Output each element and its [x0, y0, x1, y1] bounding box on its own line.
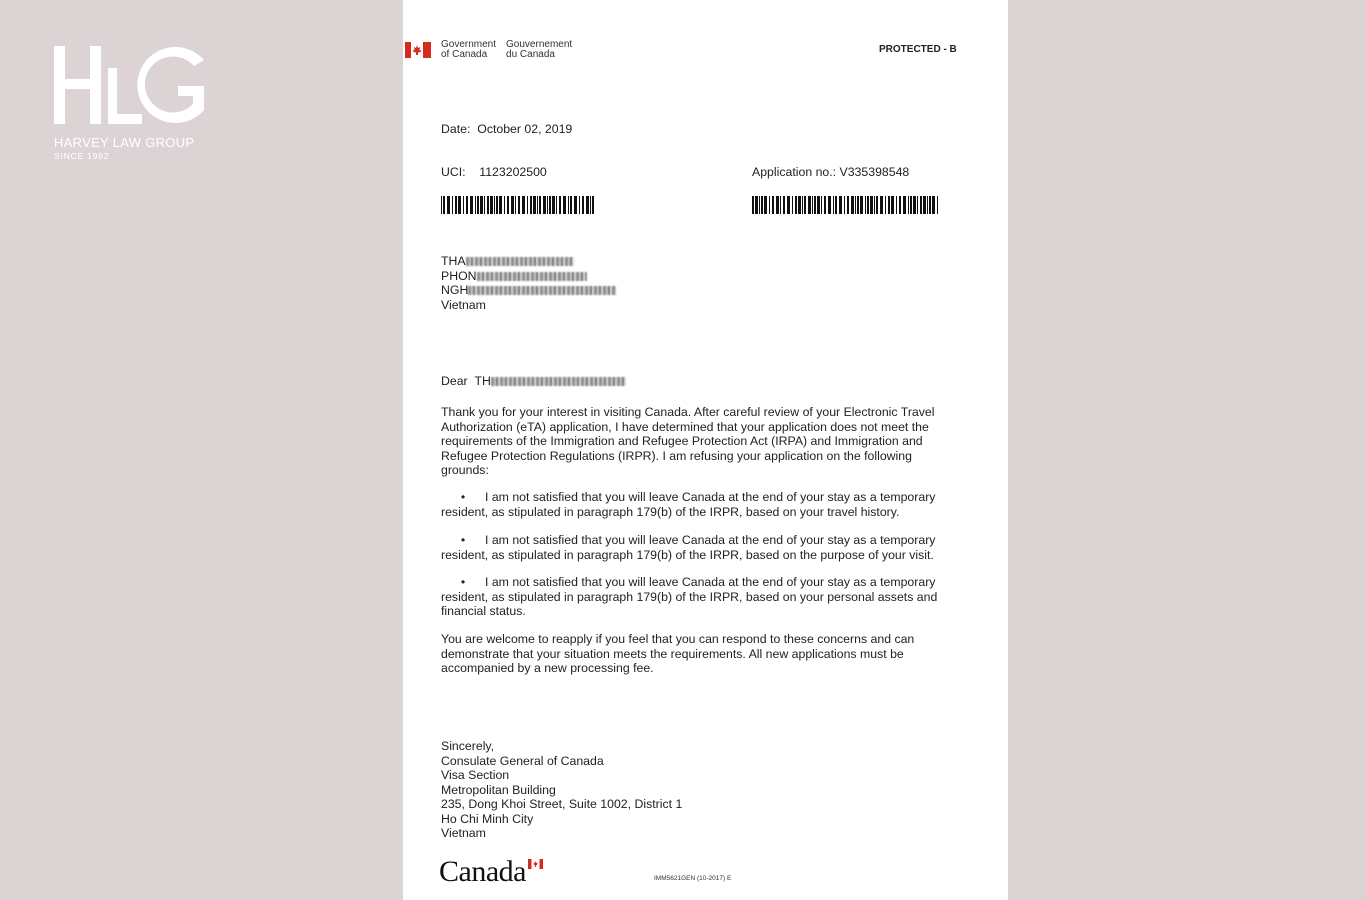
uci-label: UCI:: [441, 165, 466, 179]
gov-en-line2: of Canada: [441, 49, 488, 60]
redacted-text: [468, 286, 616, 295]
refusal-letter: [403, 0, 1008, 900]
barcode-bar: [792, 196, 793, 214]
barcode-bar: [880, 196, 883, 214]
application-number: [752, 165, 909, 180]
barcode-bar: [821, 196, 822, 214]
barcode-bar: [759, 196, 760, 214]
barcode-bar: [844, 196, 845, 214]
application-value: V335398548: [839, 165, 910, 179]
barcode-bar: [480, 196, 483, 214]
country: Vietnam: [441, 826, 486, 840]
barcode-bar: [466, 196, 468, 214]
barcode-bar: [590, 196, 591, 214]
barcode-bar: [543, 196, 546, 214]
barcode-bar: [458, 196, 461, 214]
building: Metropolitan Building: [441, 782, 556, 797]
canada-wordmark-text: Canada: [439, 855, 526, 888]
canada-flag-icon: [405, 40, 431, 58]
address-line1: THA: [441, 254, 616, 269]
barcode-bar: [477, 196, 479, 214]
barcode-bar: [795, 196, 797, 214]
barcode-bar: [443, 196, 445, 214]
office: Consulate General of Canada: [441, 753, 604, 768]
barcode-bar: [857, 196, 859, 214]
hlg-name: HARVEY LAW GROUP: [54, 135, 195, 150]
address-line3: NGH: [441, 283, 616, 298]
street: 235, Dong Khoi Street, Suite 1002, District 1: [441, 797, 683, 811]
gov-fr: [506, 40, 572, 60]
hlg-monogram-icon: [54, 46, 206, 124]
barcode-bar: [833, 196, 834, 214]
uci-barcode: [441, 196, 595, 214]
barcode-bar: [574, 196, 577, 214]
barcode-bar: [865, 196, 866, 214]
application-barcode: [752, 196, 940, 214]
barcode-bar: [490, 196, 493, 214]
barcode-bar: [776, 196, 779, 214]
gov-en-line1: Government: [441, 39, 497, 50]
barcode-bar: [783, 196, 785, 214]
barcode-bar: [888, 196, 890, 214]
application-label: Application no.:: [752, 165, 837, 179]
hlg-logo: [54, 46, 214, 161]
barcode-bar: [839, 196, 842, 214]
barcode-bar: [568, 196, 569, 214]
barcode-bar: [847, 196, 849, 214]
bullet: •: [460, 575, 466, 589]
barcode-bar: [917, 196, 918, 214]
barcode-bar: [772, 196, 774, 214]
uci: [441, 165, 547, 180]
security-classification: PROTECTED - B: [879, 44, 957, 55]
barcode-bar: [752, 196, 754, 214]
barcode-bar: [824, 196, 826, 214]
barcode-bar: [913, 196, 916, 214]
address-line2: PHON: [441, 269, 616, 284]
barcode-bar: [769, 196, 770, 214]
barcode-bar: [552, 196, 555, 214]
barcode-bar: [499, 196, 502, 214]
barcode-bar: [556, 196, 557, 214]
barcode-bar: [755, 196, 758, 214]
barcode-bar: [527, 196, 528, 214]
barcode-bar: [496, 196, 498, 214]
hlg-since: SINCE 1992: [54, 151, 110, 161]
barcode-bar: [808, 196, 811, 214]
barcode-bar: [455, 196, 457, 214]
barcode-bar: [487, 196, 489, 214]
barcode-bar: [804, 196, 806, 214]
barcode-bar: [835, 196, 837, 214]
barcode-bar: [582, 196, 584, 214]
government-of-canada-signature: [405, 40, 572, 60]
bullet: •: [460, 533, 466, 547]
barcode-bar: [586, 196, 589, 214]
barcode-bar: [504, 196, 505, 214]
signature-block: [441, 739, 682, 841]
barcode-bar: [530, 196, 532, 214]
closing-paragraph: You are welcome to reapply if you feel that you can respond to these concerns and can demonstrate that your situation meets the requirements. All new applications must be accompanied by a new processing fee.: [441, 632, 915, 675]
barcode-bar: [447, 196, 450, 214]
recipient-address: [441, 254, 616, 312]
barcode-bar: [507, 196, 509, 214]
barcode-bar: [927, 196, 928, 214]
barcode-bar: [802, 196, 803, 214]
barcode-bar: [896, 196, 897, 214]
barcode-bar: [937, 196, 938, 214]
barcode-bar: [851, 196, 854, 214]
gov-fr-line1: Gouvernement: [506, 39, 573, 50]
barcode-bar: [441, 196, 442, 214]
barcode-bar: [563, 196, 566, 214]
barcode-bar: [891, 196, 894, 214]
barcode-bar: [518, 196, 520, 214]
barcode-bar: [929, 196, 931, 214]
barcode-bar: [787, 196, 790, 214]
barcode-bar: [764, 196, 767, 214]
gov-en: [441, 40, 496, 60]
bullet: •: [460, 490, 466, 504]
barcode-bar: [570, 196, 572, 214]
uci-value: 1123202500: [479, 165, 547, 179]
barcode-bar: [780, 196, 781, 214]
salutation-word: Dear: [441, 374, 468, 388]
ground-3: • I am not satisfied that you will leave Canada at the end of your stay as a temporary resident, as stipulated in paragraph 179(b) of the IRPR, based on your personal assets and financial status.: [441, 575, 938, 618]
barcode-bar: [828, 196, 831, 214]
gov-fr-line2: du Canada: [506, 49, 555, 60]
city: Ho Chi Minh City: [441, 811, 534, 826]
barcode-bar: [522, 196, 525, 214]
barcode-bar: [470, 196, 473, 214]
barcode-bar: [870, 196, 873, 214]
letter-date: [441, 122, 572, 137]
form-code: IMM5621GEN (10-2017) E: [654, 875, 732, 882]
address-country: Vietnam: [441, 297, 486, 312]
date-label: Date:: [441, 122, 471, 136]
barcode-bar: [867, 196, 869, 214]
salutation: [441, 374, 626, 389]
barcode-bar: [463, 196, 464, 214]
signoff: Sincerely,: [441, 739, 495, 753]
barcode-bar: [876, 196, 878, 214]
date-value: October 02, 2019: [477, 122, 573, 136]
barcode-bar: [910, 196, 912, 214]
barcode-bar: [817, 196, 820, 214]
barcode-bar: [855, 196, 856, 214]
canada-wordmark: [439, 856, 526, 888]
barcode-bar: [494, 196, 495, 214]
barcode-bar: [814, 196, 816, 214]
barcode-bar: [812, 196, 813, 214]
barcode-bar: [547, 196, 548, 214]
barcode-bar: [860, 196, 863, 214]
barcode-bar: [484, 196, 485, 214]
redacted-text: [477, 272, 587, 281]
barcode-bar: [874, 196, 875, 214]
barcode-bar: [885, 196, 886, 214]
barcode-bar: [533, 196, 536, 214]
barcode-bar: [579, 196, 580, 214]
barcode-bar: [511, 196, 514, 214]
barcode-bar: [452, 196, 453, 214]
barcode-bar: [932, 196, 935, 214]
section: Visa Section: [441, 768, 510, 782]
barcode-bar: [592, 196, 594, 214]
barcode-bar: [539, 196, 541, 214]
ground-2: • I am not satisfied that you will leave Canada at the end of your stay as a temporary resident, as stipulated in paragraph 179(b) of the IRPR, based on the purpose of your visit.: [441, 533, 936, 562]
barcode-bar: [475, 196, 476, 214]
barcode-bar: [899, 196, 901, 214]
barcode-bar: [923, 196, 926, 214]
barcode-bar: [761, 196, 763, 214]
redacted-text: [466, 257, 574, 266]
intro-paragraph: Thank you for your interest in visiting Canada. After careful review of your Electronic Travel Authorization (eTA) application, I have determined that your application does not meet the requirements of the Immigration and Refugee Protection Act (IRPA) and Immigration and Refugee Protection Regulations (IRPR). I am refusing your application on the following grounds:: [441, 405, 935, 477]
barcode-bar: [920, 196, 922, 214]
barcode-bar: [903, 196, 906, 214]
barcode-bar: [537, 196, 538, 214]
redacted-text: [491, 377, 626, 386]
barcode-bar: [559, 196, 561, 214]
barcode-bar: [549, 196, 551, 214]
ground-1: • I am not satisfied that you will leave Canada at the end of your stay as a temporary resident, as stipulated in paragraph 179(b) of the IRPR, based on your travel history.: [441, 490, 936, 519]
salutation-name: TH: [474, 374, 491, 388]
barcode-bar: [908, 196, 909, 214]
barcode-bar: [515, 196, 516, 214]
barcode-bar: [798, 196, 801, 214]
wordmark-flag-icon: [528, 859, 543, 869]
